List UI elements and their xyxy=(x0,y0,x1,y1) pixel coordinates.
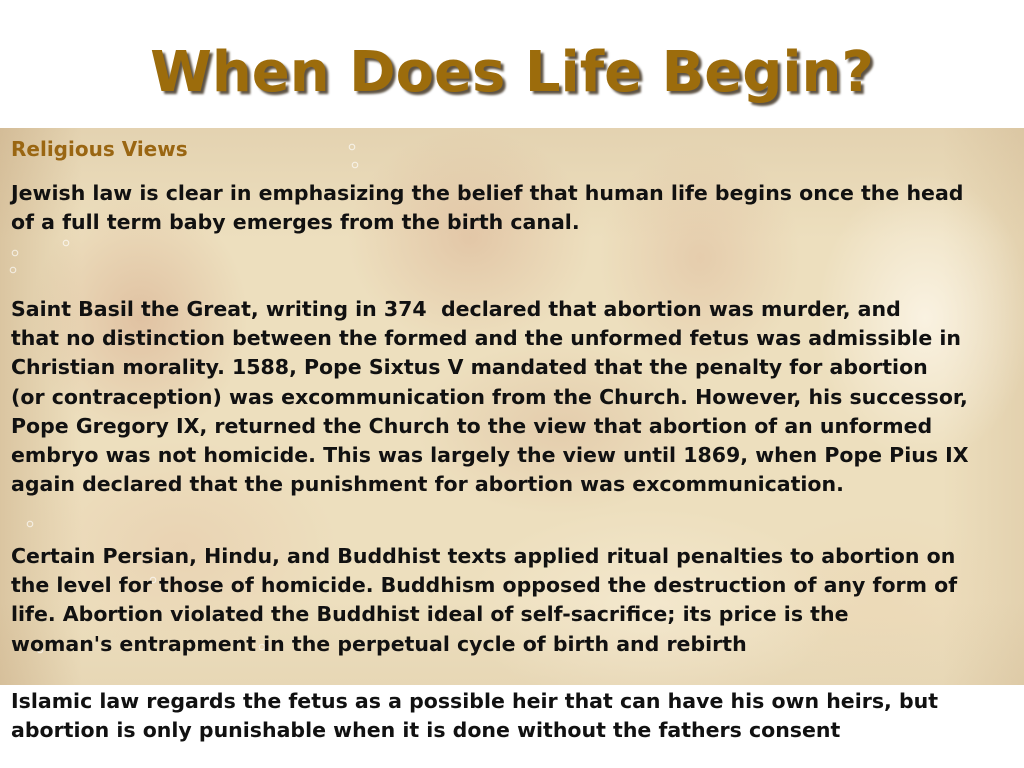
text-line: Islamic law regards the fetus as a possible heir that can have his own heirs, but xyxy=(11,689,939,713)
paragraph-christian-views xyxy=(11,295,969,499)
text-line: again declared that the punishment for abortion was excommunication. xyxy=(11,472,844,497)
text-line: life. Abortion violated the Buddhist ideal of self-sacrifice; its price is the xyxy=(11,602,849,627)
text-line: Saint Basil the Great, writing in 374 declared that abortion was murder, and xyxy=(11,297,901,321)
text-line: Pope Gregory IX, returned the Church to the view that abortion of an unformed xyxy=(11,413,933,438)
text-line: woman's entrapment in the perpetual cycle of birth and rebirth xyxy=(11,631,747,656)
slide-title: When Does Life Begin? xyxy=(150,40,874,105)
paragraph-islamic-law xyxy=(11,687,938,745)
paragraph-eastern-religions xyxy=(11,542,957,659)
text-line: (or contraception) was excommunication from the Church. However, his successor, xyxy=(11,384,968,409)
text-line: Christian morality. 1588, Pope Sixtus V mandated that the penalty for abortion xyxy=(11,355,928,380)
text-line: that no distinction between the formed and the unformed fetus was admissible in xyxy=(11,326,961,351)
text-line: Jewish law is clear in emphasizing the belief that human life begins once the head xyxy=(11,181,964,205)
text-line: embryo was not homicide. This was largely the view until 1869, when Pope Pius IX xyxy=(11,443,969,468)
section-heading: Religious Views xyxy=(11,137,188,161)
text-line: the level for those of homicide. Buddhism opposed the destruction of any form of xyxy=(11,573,958,598)
text-line: Certain Persian, Hindu, and Buddhist texts applied ritual penalties to abortion on xyxy=(11,544,956,568)
text-line: abortion is only punishable when it is done without the fathers consent xyxy=(11,718,841,743)
paragraph-jewish-law xyxy=(11,179,963,237)
text-line: of a full term baby emerges from the birth canal. xyxy=(11,210,580,235)
